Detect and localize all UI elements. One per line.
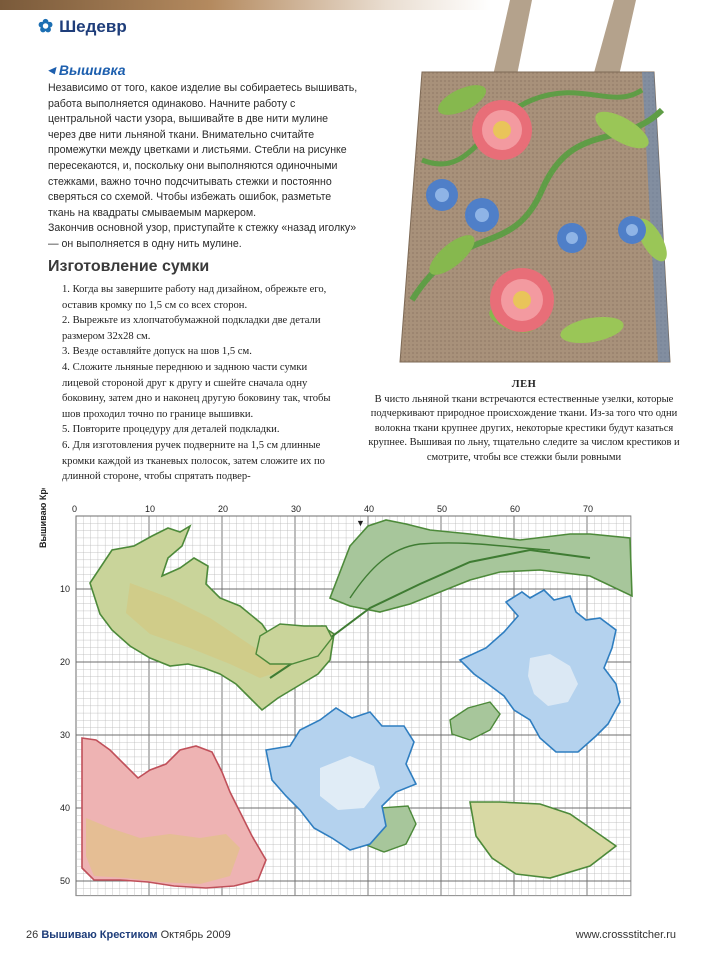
bag-blue-flower [618, 216, 646, 244]
caption-text: В чисто льняной ткани встречаются естественные узелки, которые подчеркивают природное происхождение ткани. Из-за того что одни волокна ткани крупнее других, некоторые крестики будут казаться крупнее. Вышивая по льну, тщательно следите за числом крестиков и смотрите, чтобы все стежки были ровными [368, 393, 680, 463]
flower-icon: ✿ [38, 16, 54, 36]
footer-url[interactable]: www.crossstitcher.ru [575, 929, 676, 941]
embroidery-paragraph-2: Закончив основной узор, приступайте к стежку «назад иголку» — он выполняется в одну нить мулине. [48, 222, 357, 250]
step-item: 3. Везде оставляйте допуск на шов 1,5 см. [62, 346, 252, 358]
y-tick-label: 30 [60, 730, 71, 740]
embroidery-heading [48, 62, 358, 78]
y-tick-label: 50 [60, 876, 71, 886]
x-tick-label: 60 [510, 504, 521, 514]
section-label [38, 16, 127, 37]
x-tick-label: 10 [145, 504, 156, 514]
making-heading: Изготовление сумки [48, 258, 210, 275]
x-tick-label: 50 [437, 504, 448, 514]
step-item: 4. Сложите льняные переднюю и заднюю части сумки лицевой стороной друг к другу и сшейте сначала одну боковину, затем дно и наконец другую боковину так, чтобы шов проходил точно по границе вышивки. [62, 361, 331, 420]
step-item: 5. Повторите процедуру для деталей подкладки. [62, 424, 280, 436]
y-tick-label: 20 [60, 657, 71, 667]
chart-svg [30, 488, 696, 916]
x-tick-label: 20 [218, 504, 229, 514]
embroidery-section [48, 62, 358, 253]
chart-side-label: Вышиваю Крестиком [38, 488, 48, 548]
center-marker: ▼ [356, 518, 365, 528]
x-tick-label: 70 [583, 504, 594, 514]
embroidery-heading-text: Вышивка [58, 62, 126, 78]
bag-handle-left [492, 0, 532, 80]
bag-pink-flower [490, 268, 554, 332]
x-tick-label: 40 [364, 504, 375, 514]
section-title: Шедевр [59, 16, 127, 36]
x-tick-label: 0 [72, 504, 78, 514]
x-tick-label: 30 [291, 504, 302, 514]
caption-title: ЛЕН [511, 379, 537, 390]
step-item: 2. Вырежьте из хлопчатобумажной подкладки две детали размером 32x28 см. [62, 315, 321, 342]
page-number: 26 [26, 929, 39, 941]
step-item: 6. Для изготовления ручек подверните на 1,5 см длинные кромки каждой из тканевых полосок, затем сложите их по длинной стороне, чтобы спрятать подвер- [62, 439, 325, 483]
embroidery-paragraph: Независимо от того, какое изделие вы собираетесь вышивать, работа выполняется одинаково. Начните работу с центральной части узора, вышивайте в две нити мулине через две нити льняной ткани. Внимательно считайте промежутки между цветками и листьями. Стебли на рисунке пересекаются, и, поскольку они выполняются одиночными стежками, важно точно подсчитывать стежки и постоянно сверяться со схемой. Чтобы избежать ошибок, разметьте ткань на квадраты смываемым маркером. [48, 82, 358, 219]
bag-blue-flower [426, 179, 458, 211]
y-tick-label: 40 [60, 803, 71, 813]
triangle-left-icon: ◀ [48, 64, 55, 75]
bag-blue-flower [465, 198, 499, 232]
step-item: 1. Когда вы завершите работу над дизайном, обрежьте его, оставив кромку по 1,5 см со всех сторон. [62, 284, 327, 311]
issue-date: Октябрь 2009 [160, 929, 231, 941]
footer [26, 929, 676, 941]
footer-left [26, 929, 231, 941]
bag-illustration [392, 0, 688, 370]
cross-stitch-chart [30, 488, 696, 916]
bag-handle-right [592, 0, 636, 80]
bag-pink-flower [472, 100, 532, 160]
y-tick-label: 10 [60, 584, 71, 594]
making-steps [62, 282, 344, 485]
bag-photo [392, 0, 688, 370]
bag-blue-flower [557, 223, 587, 253]
magazine-name: Вышиваю Крестиком [41, 929, 158, 941]
linen-caption [366, 378, 682, 465]
